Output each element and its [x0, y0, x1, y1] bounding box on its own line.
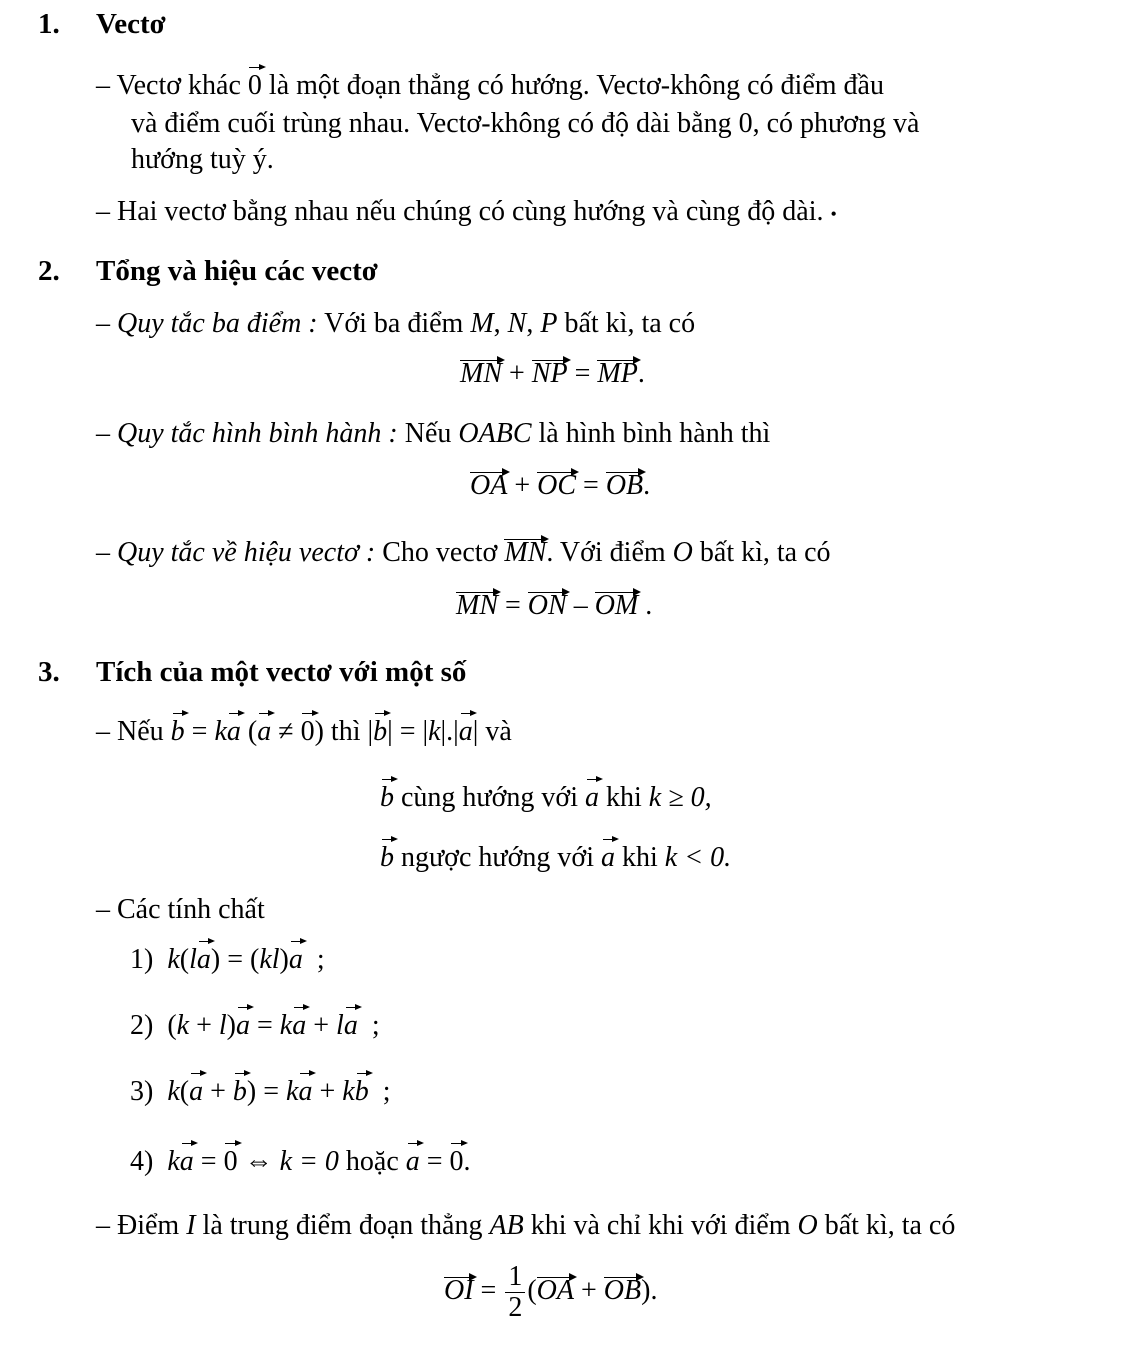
rule-parallelogram: – Quy tắc hình bình hành : Nếu OABC là hình bình hành thì	[96, 418, 771, 449]
s1-paragraph-1-line-1: – Vectơ khác 0 là một đoạn thẳng có hướng. Vectơ-không có điểm đầu	[96, 70, 884, 101]
scalar-definition: – Nếu b = ka (a ≠ 0) thì |b| = |k|.|a| và	[96, 716, 512, 747]
section-1-title: Vectơ	[96, 8, 166, 40]
s1-paragraph-1-line-2: và điểm cuối trùng nhau. Vectơ-không có độ dài bằng 0, có phương và	[131, 108, 920, 139]
same-direction-condition: b cùng hướng với a khi k ≥ 0,	[380, 782, 712, 813]
rule-difference: – Quy tắc về hiệu vectơ : Cho vectơ MN. Với điểm O bất kì, ta có	[96, 537, 831, 568]
rule-three-points: – Quy tắc ba điểm : Với ba điểm M, N, P bất kì, ta có	[96, 308, 696, 339]
midpoint-statement: – Điểm I là trung điểm đoạn thẳng AB khi và chỉ khi với điểm O bất kì, ta có	[96, 1210, 956, 1241]
properties-label: – Các tính chất	[96, 894, 265, 925]
formula-parallelogram: OA + OC = OB.	[470, 470, 651, 501]
zero-vector: 0	[247, 70, 262, 101]
formula-difference: MN = ON – OM .	[456, 590, 653, 621]
section-3-number: 3.	[38, 656, 60, 688]
fraction-one-half: $\frac{1}{2}$	[505, 1262, 525, 1323]
section-1-number: 1.	[38, 8, 60, 40]
section-2-number: 2.	[38, 255, 60, 287]
opposite-direction-condition: b ngược hướng với a khi k < 0.	[380, 842, 732, 873]
property-2: 2) (k + l)a = ka + la ;	[130, 1010, 380, 1041]
s1-paragraph-1-line-3: hướng tuỳ ý.	[131, 144, 274, 175]
bullet-mark: •	[830, 204, 837, 224]
property-4: 4) ka = 0 ⇔ k = 0 hoặc a = 0.	[130, 1146, 471, 1177]
section-3-title: Tích của một vectơ với một số	[96, 656, 467, 688]
midpoint-formula: OI = $\frac{1}{2}$ (OA + OB).	[444, 1261, 658, 1323]
section-2-title: Tổng và hiệu các vectơ	[96, 255, 378, 287]
property-1: 1) k(la) = (kl)a ;	[130, 944, 325, 975]
formula-three-points: MN + NP = MP.	[460, 358, 645, 389]
s1-paragraph-2: – Hai vectơ bằng nhau nếu chúng có cùng hướng và cùng độ dài. •	[96, 196, 837, 227]
property-3: 3) k(a + b) = ka + kb ;	[130, 1076, 391, 1107]
